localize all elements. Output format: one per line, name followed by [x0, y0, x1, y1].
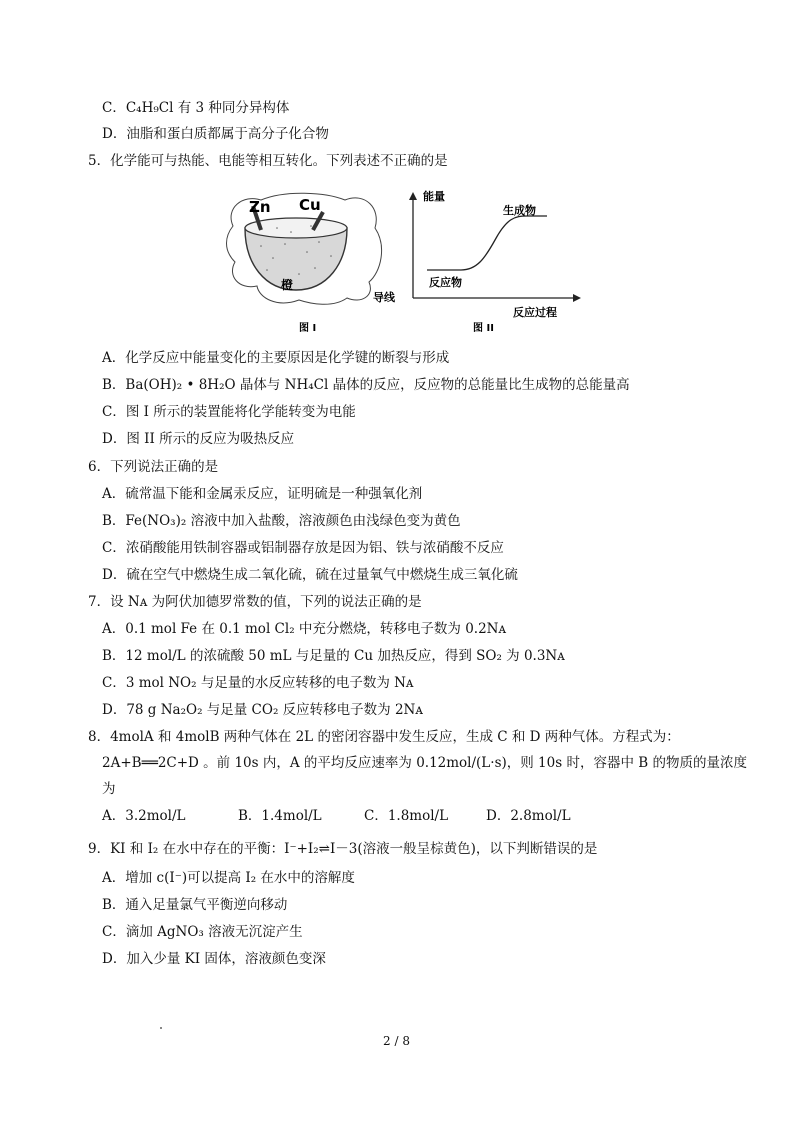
q7-option-c: C．3 mol NO₂ 与足量的水反应转移的电子数为 Nᴀ: [102, 675, 414, 691]
q9-option-d: D．加入少量 KI 固体，溶液颜色变深: [102, 951, 326, 967]
q5-figure-svg: [215, 186, 587, 338]
q8-stem-line2: 2A+B══2C+D 。前 10s 内，A 的平均反应速率为 0.12mol/(L·s)，则 10s 时，容器中 B 的物质的量浓度: [102, 755, 747, 771]
q9-option-a: A．增加 c(I⁻)可以提高 I₂ 在水中的溶解度: [102, 870, 355, 886]
label-zn: Zn: [249, 198, 271, 216]
q7-option-a: A．0.1 mol Fe 在 0.1 mol Cl₂ 中充分燃烧，转移电子数为 0.2Nᴀ: [102, 621, 507, 637]
q8-stem-line3: 为: [102, 781, 116, 797]
q7-stem: 7．设 Nᴀ 为阿伏加德罗常数的值，下列的说法正确的是: [88, 594, 422, 610]
q9-option-c: C．滴加 AgNO₃ 溶液无沉淀产生: [102, 924, 303, 940]
q7-option-d: D．78 g Na₂O₂ 与足量 CO₂ 反应转移电子数为 2Nᴀ: [102, 702, 423, 718]
label-energy: 能量: [423, 190, 445, 203]
caption-fig2: 图 II: [473, 323, 494, 334]
q9-option-b: B．通入足量氯气平衡逆向移动: [102, 897, 288, 913]
q5-stem: 5．化学能可与热能、电能等相互转化。下列表述不正确的是: [88, 153, 448, 169]
q5-option-c: C．图 I 所示的装置能将化学能转变为电能: [102, 404, 356, 420]
q6-option-d: D．硫在空气中燃烧生成二氧化硫，硫在过量氧气中燃烧生成三氧化硫: [102, 567, 518, 583]
q8-option-c: C．1.8mol/L: [364, 808, 449, 824]
energy-curve: [427, 216, 547, 270]
label-product: 生成物: [503, 204, 536, 217]
q5-option-d: D．图 II 所示的反应为吸热反应: [102, 431, 295, 447]
q5-figure: [215, 186, 587, 338]
q4-option-d: D．油脂和蛋白质都属于高分子化合物: [102, 126, 329, 142]
q8-option-b: B．1.4mol/L: [238, 808, 322, 824]
label-orange: 橙: [281, 278, 294, 292]
q6-option-a: A．硫常温下能和金属汞反应，证明硫是一种强氧化剂: [102, 486, 423, 502]
page-number: 2 / 8: [383, 1034, 410, 1048]
q8-option-d: D．2.8mol/L: [486, 808, 571, 824]
q6-option-c: C．浓硝酸能用铁制容器或铝制器存放是因为铝、铁与浓硝酸不反应: [102, 540, 504, 556]
q8-stem-line1: 8．4molA 和 4molB 两种气体在 2L 的密闭容器中发生反应，生成 C 和 D 两种气体。方程式为：: [88, 729, 680, 745]
x-axis-arrow: [573, 294, 581, 302]
label-wire: 导线: [373, 291, 395, 304]
y-axis-arrow: [409, 192, 417, 200]
label-reaction-progress: 反应过程: [513, 306, 557, 319]
q7-option-b: B．12 mol/L 的浓硫酸 50 mL 与足量的 Cu 加热反应，得到 SO₂ 为 0.3Nᴀ: [102, 648, 565, 664]
q6-stem: 6．下列说法正确的是: [88, 459, 219, 475]
scan-dot: [160, 1027, 162, 1029]
q8-options: [102, 806, 662, 826]
q5-option-a: A．化学反应中能量变化的主要原因是化学键的断裂与形成: [102, 350, 450, 366]
q6-option-b: B．Fe(NO₃)₂ 溶液中加入盐酸，溶液颜色由浅绿色变为黄色: [102, 513, 461, 529]
q9-stem: 9．KI 和 I₂ 在水中存在的平衡：I⁻+I₂⇌I－3(溶液一般呈棕黄色)，以下判断错误的是: [88, 841, 598, 857]
q8-option-a: A．3.2mol/L: [102, 808, 186, 824]
q4-option-c: C．C₄H₉Cl 有 3 种同分异构体: [102, 100, 290, 116]
caption-fig1: 图 I: [299, 323, 317, 334]
q5-option-b: B．Ba(OH)₂ • 8H₂O 晶体与 NH₄Cl 晶体的反应，反应物的总能量比生成物的总能量高: [102, 377, 630, 393]
label-cu: Cu: [299, 196, 321, 214]
label-reactant: 反应物: [429, 276, 462, 289]
